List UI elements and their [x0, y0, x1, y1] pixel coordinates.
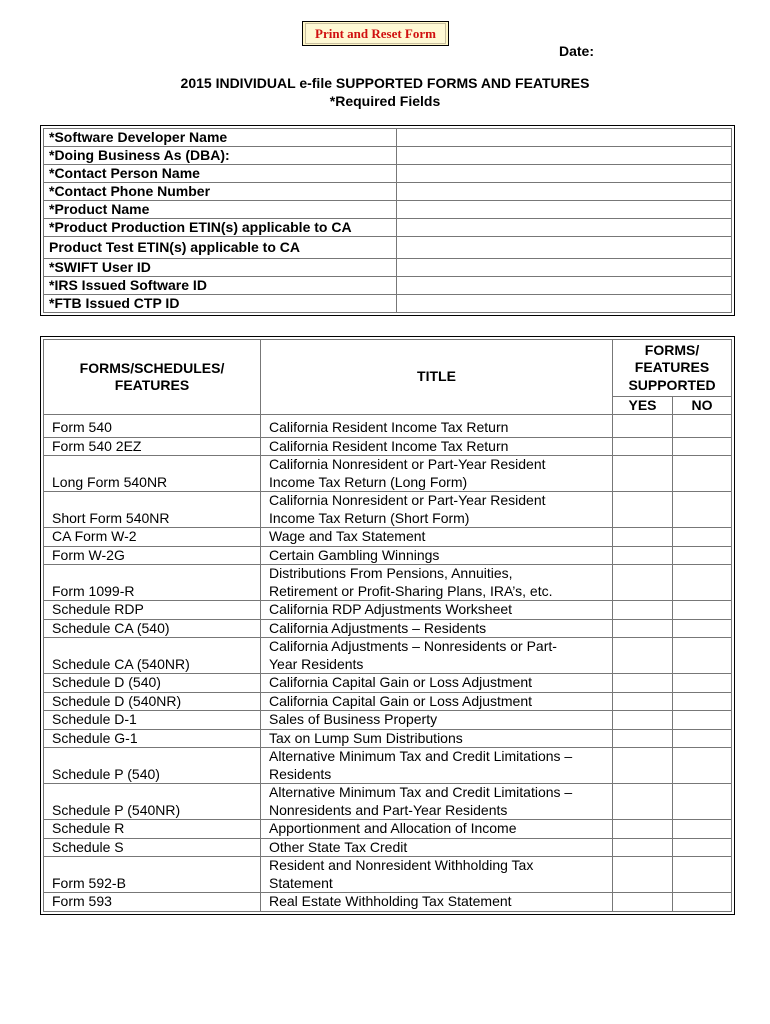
form-title	[261, 857, 613, 893]
info-field-label: *IRS Issued Software ID	[44, 277, 397, 295]
info-field-input[interactable]	[397, 165, 732, 183]
supported-yes-cell[interactable]	[613, 601, 673, 620]
form-name: Schedule P (540)	[44, 748, 261, 784]
document-title: 2015 INDIVIDUAL e-file SUPPORTED FORMS AND FEATURES	[180, 75, 590, 91]
form-title-line1: California RDP Adjustments Worksheet	[269, 601, 513, 617]
form-title-line1: California Nonresident or Part-Year Resident	[269, 456, 546, 472]
supported-no-cell[interactable]	[673, 748, 732, 784]
form-row	[44, 838, 732, 857]
col-title-header: TITLE	[261, 340, 613, 415]
supported-no-cell[interactable]	[673, 601, 732, 620]
info-row	[44, 295, 732, 313]
info-field-label: *Contact Person Name	[44, 165, 397, 183]
col-yes-header: YES	[613, 397, 673, 415]
form-row	[44, 711, 732, 730]
form-title-line1: Alternative Minimum Tax and Credit Limitations –	[269, 784, 573, 800]
form-title	[261, 619, 613, 638]
form-title-line1: Sales of Business Property	[269, 711, 438, 727]
form-row	[44, 638, 732, 674]
form-title-line1: Real Estate Withholding Tax Statement	[269, 893, 512, 909]
form-name: Form 540	[44, 415, 261, 438]
form-title-line2: Nonresidents and Part-Year Residents	[269, 801, 508, 818]
supported-no-cell[interactable]	[673, 565, 732, 601]
info-row	[44, 259, 732, 277]
form-name: Schedule D (540NR)	[44, 692, 261, 711]
info-row	[44, 165, 732, 183]
supported-yes-cell[interactable]	[613, 711, 673, 730]
supported-yes-cell[interactable]	[613, 456, 673, 492]
form-title-line2: Statement	[269, 874, 333, 891]
form-name: Form 592-B	[44, 857, 261, 893]
info-row	[44, 219, 732, 237]
form-name: Schedule R	[44, 820, 261, 839]
form-row	[44, 546, 732, 565]
info-field-input[interactable]	[397, 237, 732, 259]
form-title-line2: Residents	[269, 765, 332, 782]
supported-yes-cell[interactable]	[613, 838, 673, 857]
supported-yes-cell[interactable]	[613, 784, 673, 820]
info-field-input[interactable]	[397, 201, 732, 219]
form-name: Schedule D-1	[44, 711, 261, 730]
date-label: Date:	[559, 43, 595, 59]
form-name: Schedule CA (540NR)	[44, 638, 261, 674]
form-name: Schedule RDP	[44, 601, 261, 620]
form-name: Form 1099-R	[44, 565, 261, 601]
form-row	[44, 456, 732, 492]
form-title-line2: Year Residents	[269, 655, 364, 672]
form-row	[44, 748, 732, 784]
form-title-line1: Tax on Lump Sum Distributions	[269, 729, 463, 746]
form-title	[261, 492, 613, 528]
info-row	[44, 129, 732, 147]
info-field-input[interactable]	[397, 183, 732, 201]
form-title-line1: California Adjustments – Nonresidents or Part-	[269, 638, 557, 654]
form-title	[261, 838, 613, 857]
info-field-input[interactable]	[397, 219, 732, 237]
supported-yes-cell[interactable]	[613, 528, 673, 547]
supported-yes-cell[interactable]	[613, 619, 673, 638]
supported-yes-cell[interactable]	[613, 674, 673, 693]
supported-yes-cell[interactable]	[613, 565, 673, 601]
supported-no-cell[interactable]	[673, 820, 732, 839]
form-row	[44, 820, 732, 839]
form-name: Schedule CA (540)	[44, 619, 261, 638]
form-name: Form 593	[44, 893, 261, 912]
supported-no-cell[interactable]	[673, 838, 732, 857]
supported-no-cell[interactable]	[673, 437, 732, 456]
supported-yes-cell[interactable]	[613, 492, 673, 528]
form-name: Schedule S	[44, 838, 261, 857]
info-row	[44, 277, 732, 295]
supported-yes-cell[interactable]	[613, 546, 673, 565]
supported-yes-cell[interactable]	[613, 857, 673, 893]
col-forms-header	[44, 340, 261, 415]
col-supported-header	[613, 340, 732, 397]
col-forms-header-line1: FORMS/SCHEDULES/	[79, 359, 225, 376]
form-title	[261, 820, 613, 839]
info-field-label: Product Test ETIN(s) applicable to CA	[44, 237, 397, 259]
form-row	[44, 619, 732, 638]
form-title	[261, 456, 613, 492]
form-row	[44, 729, 732, 748]
form-title	[261, 601, 613, 620]
supported-yes-cell[interactable]	[613, 729, 673, 748]
form-name: Long Form 540NR	[44, 456, 261, 492]
form-row	[44, 437, 732, 456]
form-title	[261, 748, 613, 784]
supported-yes-cell[interactable]	[613, 437, 673, 456]
supported-forms-table	[43, 339, 732, 912]
supported-yes-cell[interactable]	[613, 638, 673, 674]
supported-yes-cell[interactable]	[613, 820, 673, 839]
supported-no-cell[interactable]	[673, 893, 732, 912]
form-title	[261, 415, 613, 438]
form-title	[261, 729, 613, 748]
required-fields-note: *Required Fields	[329, 93, 441, 109]
info-field-label: *FTB Issued CTP ID	[44, 295, 397, 313]
form-title-line1: Certain Gambling Winnings	[269, 546, 440, 563]
col-supported-line2: FEATURES	[634, 359, 710, 376]
info-row	[44, 183, 732, 201]
form-name: Schedule D (540)	[44, 674, 261, 693]
form-title	[261, 565, 613, 601]
info-field-label: *SWIFT User ID	[44, 259, 397, 277]
form-name: Short Form 540NR	[44, 492, 261, 528]
form-name: CA Form W-2	[44, 528, 261, 547]
form-title	[261, 528, 613, 547]
supported-yes-cell[interactable]	[613, 692, 673, 711]
form-name: Form 540 2EZ	[44, 437, 261, 456]
supported-no-cell[interactable]	[673, 674, 732, 693]
supported-yes-cell[interactable]	[613, 893, 673, 912]
form-title-line1: California Resident Income Tax Return	[269, 437, 509, 454]
info-field-input[interactable]	[397, 129, 732, 147]
supported-no-cell[interactable]	[673, 729, 732, 748]
developer-info-table	[43, 128, 732, 313]
info-row	[44, 237, 732, 259]
form-title-line1: California Resident Income Tax Return	[269, 419, 509, 435]
info-field-input[interactable]	[397, 277, 732, 295]
form-title-line1: Alternative Minimum Tax and Credit Limitations –	[269, 748, 573, 764]
form-name: Schedule P (540NR)	[44, 784, 261, 820]
info-field-label: *Software Developer Name	[44, 129, 397, 147]
info-field-input[interactable]	[397, 259, 732, 277]
supported-no-cell[interactable]	[673, 692, 732, 711]
info-field-input[interactable]	[397, 295, 732, 313]
form-title-line1: Distributions From Pensions, Annuities,	[269, 565, 513, 581]
supported-no-cell[interactable]	[673, 415, 732, 438]
supported-yes-cell[interactable]	[613, 415, 673, 438]
form-name: Schedule G-1	[44, 729, 261, 748]
print-reset-label: Print and Reset Form	[305, 23, 446, 44]
form-title	[261, 692, 613, 711]
col-supported-line3: SUPPORTED	[628, 376, 716, 393]
supported-no-cell[interactable]	[673, 711, 732, 730]
form-title-line1: California Nonresident or Part-Year Resident	[269, 492, 546, 508]
form-row	[44, 857, 732, 893]
supported-no-cell[interactable]	[673, 492, 732, 528]
supported-no-cell[interactable]	[673, 546, 732, 565]
supported-yes-cell[interactable]	[613, 748, 673, 784]
col-supported-line1: FORMS/	[644, 341, 700, 358]
form-row	[44, 492, 732, 528]
form-row	[44, 674, 732, 693]
form-title-line2: Retirement or Profit-Sharing Plans, IRA’s, etc.	[269, 582, 553, 599]
form-title-line1: Wage and Tax Statement	[269, 528, 426, 544]
info-field-label: *Doing Business As (DBA):	[44, 147, 397, 165]
form-title-line1: Resident and Nonresident Withholding Tax	[269, 857, 534, 873]
supported-no-cell[interactable]	[673, 638, 732, 674]
form-title-line1: California Capital Gain or Loss Adjustment	[269, 692, 533, 709]
form-title-line2: Income Tax Return (Long Form)	[269, 473, 468, 490]
print-reset-button[interactable]	[302, 21, 449, 46]
form-title	[261, 638, 613, 674]
form-row	[44, 784, 732, 820]
supported-no-cell[interactable]	[673, 619, 732, 638]
form-title	[261, 784, 613, 820]
supported-no-cell[interactable]	[673, 528, 732, 547]
supported-no-cell[interactable]	[673, 456, 732, 492]
form-row	[44, 692, 732, 711]
col-no-header: NO	[673, 397, 732, 415]
info-field-label: *Product Production ETIN(s) applicable to CA	[44, 219, 397, 237]
info-field-input[interactable]	[397, 147, 732, 165]
form-title-line1: California Capital Gain or Loss Adjustment	[269, 674, 533, 690]
supported-no-cell[interactable]	[673, 784, 732, 820]
form-title-line2: Income Tax Return (Short Form)	[269, 509, 470, 526]
info-field-label: *Contact Phone Number	[44, 183, 397, 201]
form-title	[261, 437, 613, 456]
form-title-line1: Apportionment and Allocation of Income	[269, 820, 517, 836]
form-title	[261, 546, 613, 565]
col-forms-header-line2: FEATURES	[114, 377, 190, 393]
form-title-line1: Other State Tax Credit	[269, 838, 408, 855]
form-row	[44, 415, 732, 438]
form-row	[44, 601, 732, 620]
form-title	[261, 674, 613, 693]
info-row	[44, 147, 732, 165]
info-field-label: *Product Name	[44, 201, 397, 219]
form-title	[261, 711, 613, 730]
form-row	[44, 565, 732, 601]
form-title	[261, 893, 613, 912]
info-row	[44, 201, 732, 219]
form-title-line1: California Adjustments – Residents	[269, 619, 487, 636]
form-row	[44, 528, 732, 547]
form-name: Form W-2G	[44, 546, 261, 565]
form-row	[44, 893, 732, 912]
supported-no-cell[interactable]	[673, 857, 732, 893]
